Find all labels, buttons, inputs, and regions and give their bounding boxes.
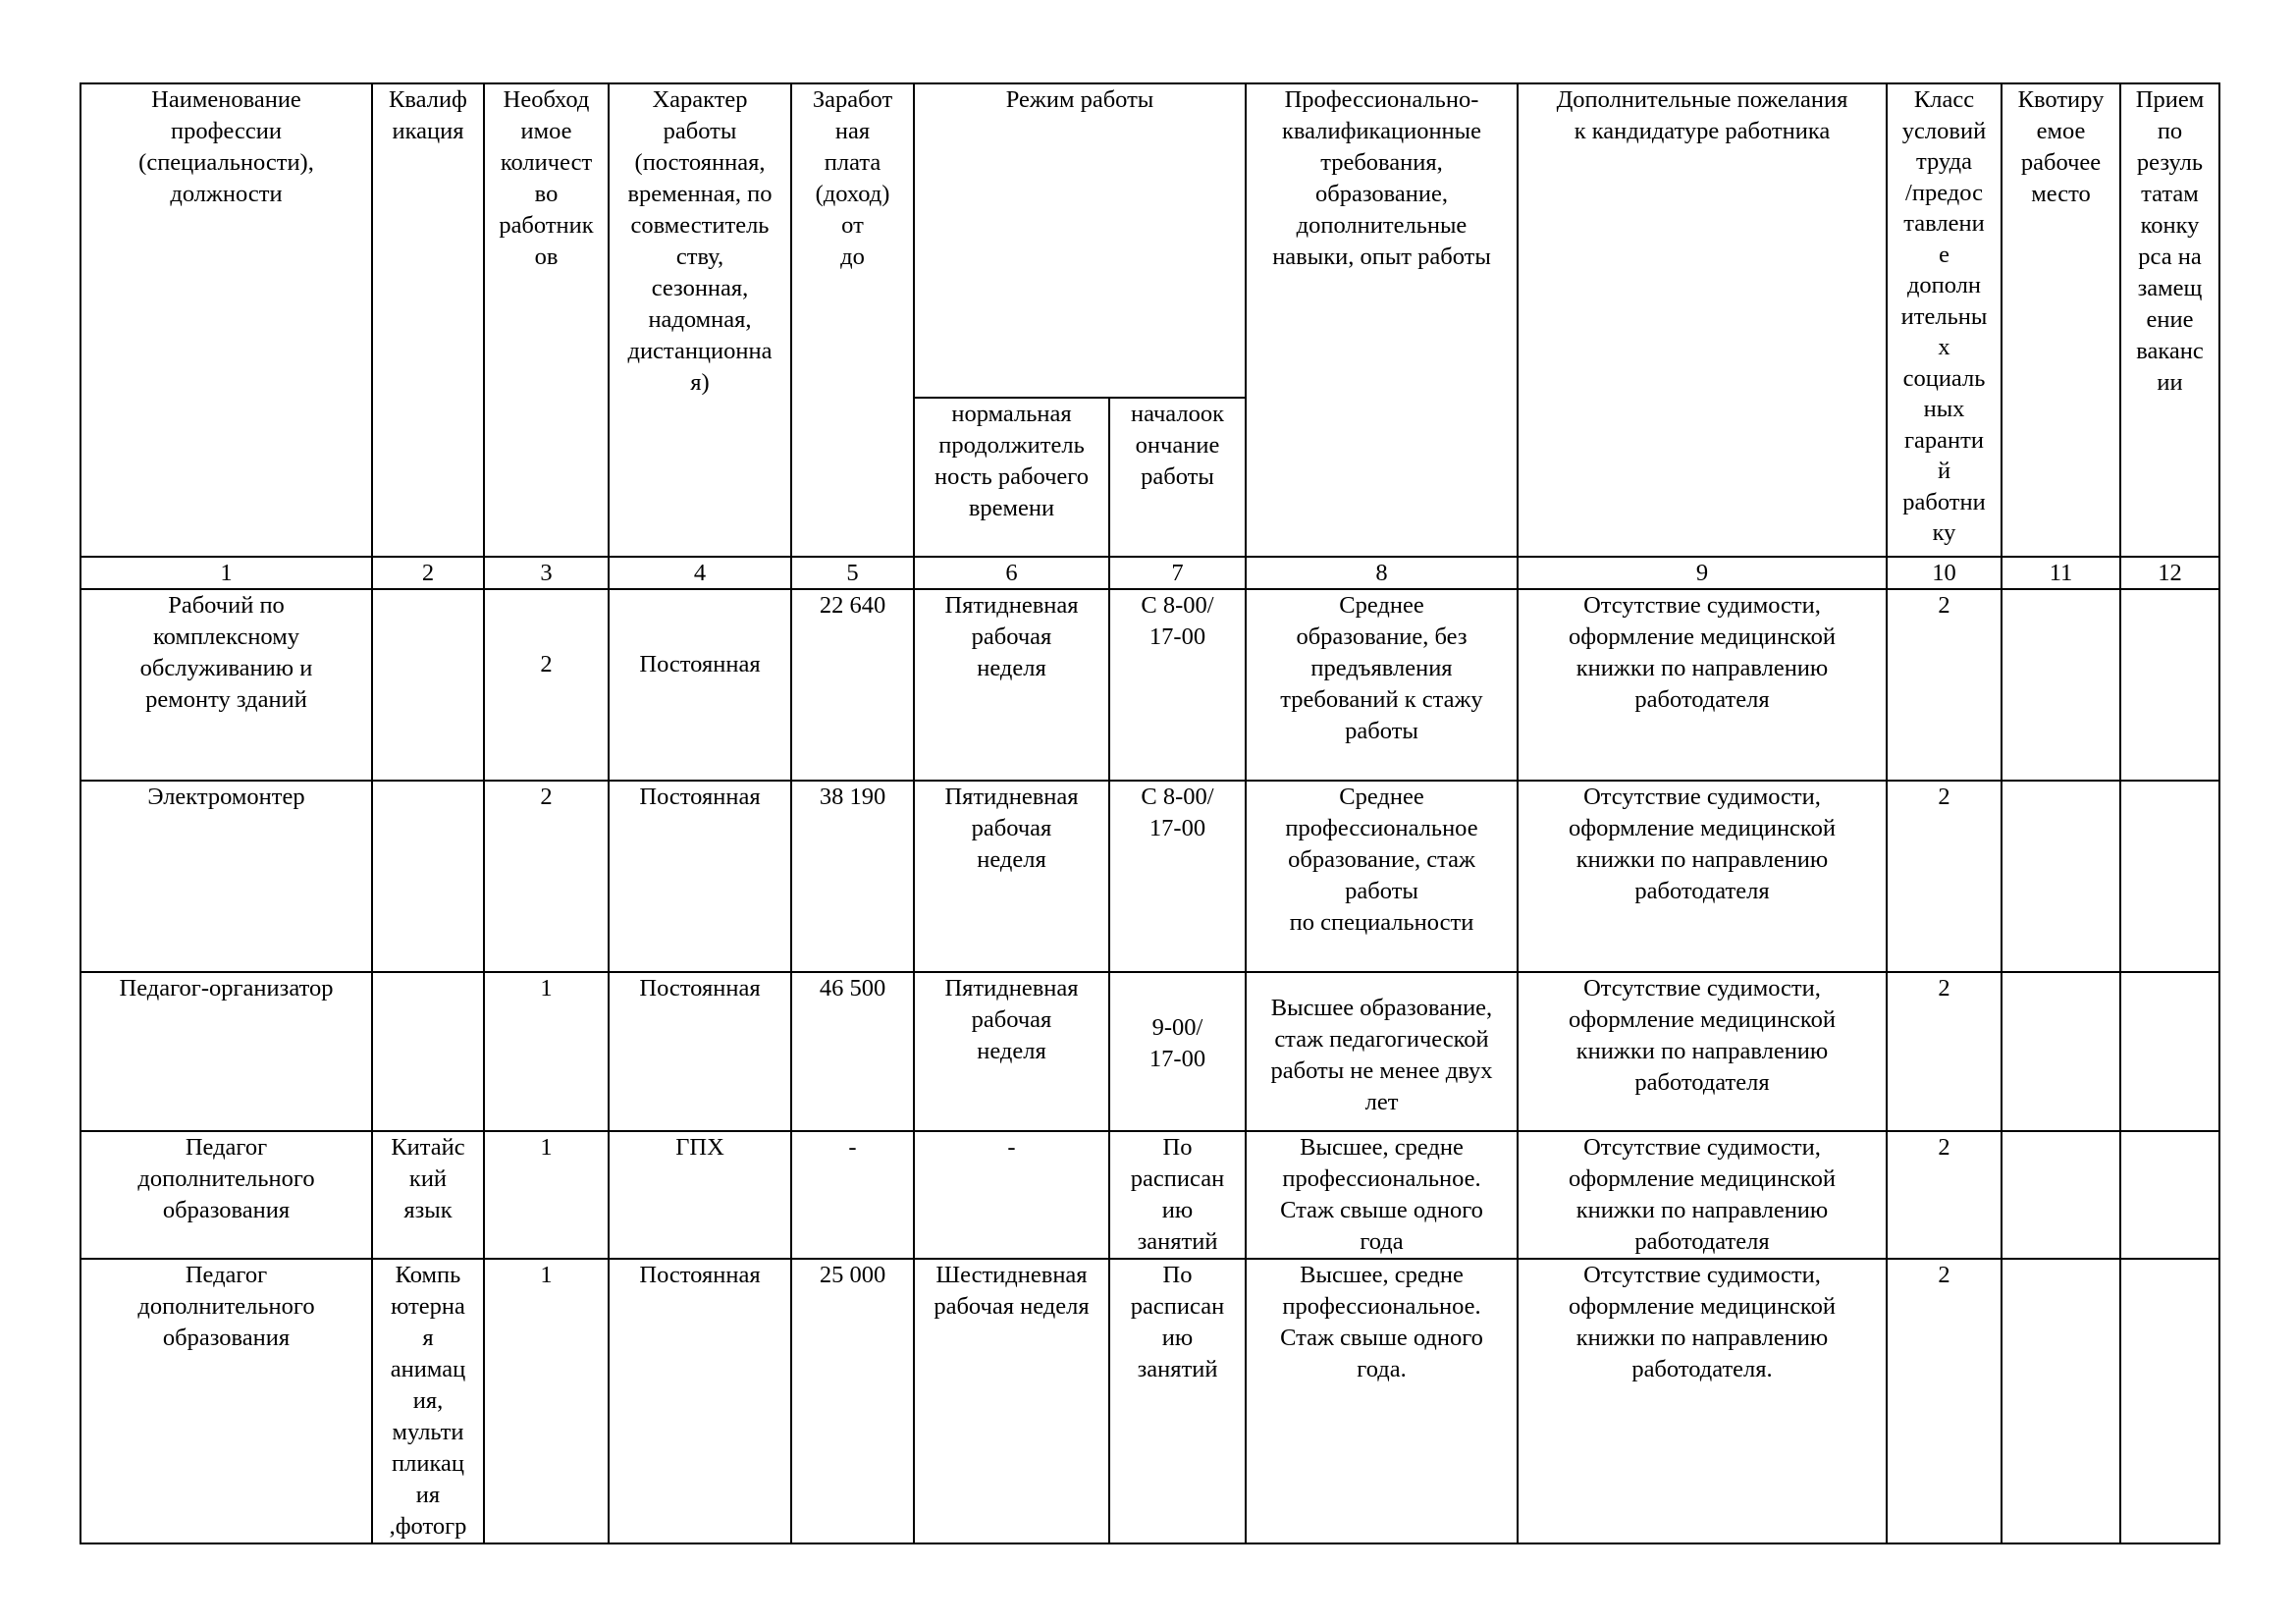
- column-number: 7: [1109, 557, 1246, 589]
- header-nature: Характер работы (постоянная, временная, по совместитель ству, сезонная, надомная, дистанционна я): [609, 83, 791, 557]
- salary-cell: 38 190: [791, 781, 914, 972]
- profession-cell: Педагог дополнительного образования: [80, 1259, 372, 1543]
- count-cell: 1: [484, 1131, 609, 1259]
- requirements-cell: Высшее образование, стаж педагогической работы не менее двух лет: [1246, 972, 1518, 1131]
- wishes-cell: Отсутствие судимости, оформление медицинской книжки по направлению работодателя: [1518, 972, 1887, 1131]
- header-salary: Заработ ная плата (доход) от до: [791, 83, 914, 557]
- duration-cell: Пятидневная рабочая неделя: [914, 781, 1109, 972]
- qualification-cell: [372, 781, 484, 972]
- column-number: 11: [2002, 557, 2120, 589]
- contest-cell: [2120, 781, 2219, 972]
- salary-cell: 25 000: [791, 1259, 914, 1543]
- table-row: [80, 972, 2219, 1131]
- quota-cell: [2002, 589, 2120, 781]
- wishes-cell: Отсутствие судимости, оформление медицинской книжки по направлению работодателя: [1518, 781, 1887, 972]
- header-work-mode: Режим работы: [914, 83, 1246, 398]
- header-count: Необход имое количест во работник ов: [484, 83, 609, 557]
- hours-cell: По расписан ию занятий: [1109, 1131, 1246, 1259]
- count-cell: 1: [484, 972, 609, 1131]
- contest-cell: [2120, 972, 2219, 1131]
- work-class-cell: 2: [1887, 1131, 2002, 1259]
- header-duration: нормальная продолжитель ность рабочего времени: [914, 398, 1109, 557]
- wishes-cell: Отсутствие судимости, оформление медицинской книжки по направлению работодателя.: [1518, 1259, 1887, 1543]
- table-row: [80, 1131, 2219, 1259]
- vacancy-table: [80, 82, 2220, 1544]
- column-number-row: [80, 557, 2219, 589]
- duration-cell: Шестидневная рабочая неделя: [914, 1259, 1109, 1543]
- wishes-cell: Отсутствие судимости, оформление медицинской книжки по направлению работодателя: [1518, 1131, 1887, 1259]
- quota-cell: [2002, 972, 2120, 1131]
- column-number: 8: [1246, 557, 1518, 589]
- count-cell: 2: [484, 781, 609, 972]
- requirements-cell: Среднее профессиональное образование, стаж работы по специальности: [1246, 781, 1518, 972]
- duration-cell: Пятидневная рабочая неделя: [914, 972, 1109, 1131]
- column-number: 1: [80, 557, 372, 589]
- header-qualification: Квалиф икация: [372, 83, 484, 557]
- column-number: 3: [484, 557, 609, 589]
- hours-cell: С 8-00/ 17-00: [1109, 589, 1246, 781]
- hours-cell: По расписан ию занятий: [1109, 1259, 1246, 1543]
- contest-cell: [2120, 1131, 2219, 1259]
- quota-cell: [2002, 781, 2120, 972]
- salary-cell: -: [791, 1131, 914, 1259]
- header-hours: началоок ончание работы: [1109, 398, 1246, 557]
- column-number: 4: [609, 557, 791, 589]
- column-number: 2: [372, 557, 484, 589]
- wishes-cell: Отсутствие судимости, оформление медицинской книжки по направлению работодателя: [1518, 589, 1887, 781]
- work-class-cell: 2: [1887, 1259, 2002, 1543]
- work-class-cell: 2: [1887, 972, 2002, 1131]
- duration-cell: Пятидневная рабочая неделя: [914, 589, 1109, 781]
- table-row: [80, 781, 2219, 972]
- profession-cell: Педагог дополнительного образования: [80, 1131, 372, 1259]
- hours-cell: 9-00/ 17-00: [1109, 972, 1246, 1131]
- header-row: [80, 83, 2219, 398]
- profession-cell: Педагог-организатор: [80, 972, 372, 1131]
- contest-cell: [2120, 1259, 2219, 1543]
- table-row: [80, 1259, 2219, 1543]
- qualification-cell: Компь ютерна я анимац ия, мульти пликац ия ,фотогр: [372, 1259, 484, 1543]
- work-class-cell: 2: [1887, 589, 2002, 781]
- salary-cell: 46 500: [791, 972, 914, 1131]
- profession-cell: Электромонтер: [80, 781, 372, 972]
- count-cell: 1: [484, 1259, 609, 1543]
- column-number: 10: [1887, 557, 2002, 589]
- qualification-cell: [372, 589, 484, 781]
- header-work-class: Класс условий труда /предос тавлени е дополн ительны х социаль ных гаранти й работни ку: [1887, 83, 2002, 557]
- requirements-cell: Среднее образование, без предъявления требований к стажу работы: [1246, 589, 1518, 781]
- requirements-cell: Высшее, средне профессиональное. Стаж свыше одного года.: [1246, 1259, 1518, 1543]
- qualification-cell: Китайс кий язык: [372, 1131, 484, 1259]
- nature-cell: Постоянная: [609, 972, 791, 1131]
- header-quota: Квотиру емое рабочее место: [2002, 83, 2120, 557]
- salary-cell: 22 640: [791, 589, 914, 781]
- column-number: 5: [791, 557, 914, 589]
- duration-cell: -: [914, 1131, 1109, 1259]
- work-class-cell: 2: [1887, 781, 2002, 972]
- column-number: 9: [1518, 557, 1887, 589]
- nature-cell: Постоянная: [609, 781, 791, 972]
- nature-cell: Постоянная: [609, 589, 791, 781]
- hours-cell: С 8-00/ 17-00: [1109, 781, 1246, 972]
- quota-cell: [2002, 1131, 2120, 1259]
- contest-cell: [2120, 589, 2219, 781]
- header-profession: Наименование профессии (специальности), должности: [80, 83, 372, 557]
- qualification-cell: [372, 972, 484, 1131]
- table-row: [80, 589, 2219, 781]
- quota-cell: [2002, 1259, 2120, 1543]
- profession-cell: Рабочий по комплексному обслуживанию и ремонту зданий: [80, 589, 372, 781]
- column-number: 6: [914, 557, 1109, 589]
- nature-cell: ГПХ: [609, 1131, 791, 1259]
- requirements-cell: Высшее, средне профессиональное. Стаж свыше одного года: [1246, 1131, 1518, 1259]
- count-cell: 2: [484, 589, 609, 781]
- nature-cell: Постоянная: [609, 1259, 791, 1543]
- header-wishes: Дополнительные пожелания к кандидатуре работника: [1518, 83, 1887, 557]
- column-number: 12: [2120, 557, 2219, 589]
- header-requirements: Профессионально- квалификационные требования, образование, дополнительные навыки, опыт работы: [1246, 83, 1518, 557]
- header-contest: Прием по резуль татам конку рса на замещ ение ваканс ии: [2120, 83, 2219, 557]
